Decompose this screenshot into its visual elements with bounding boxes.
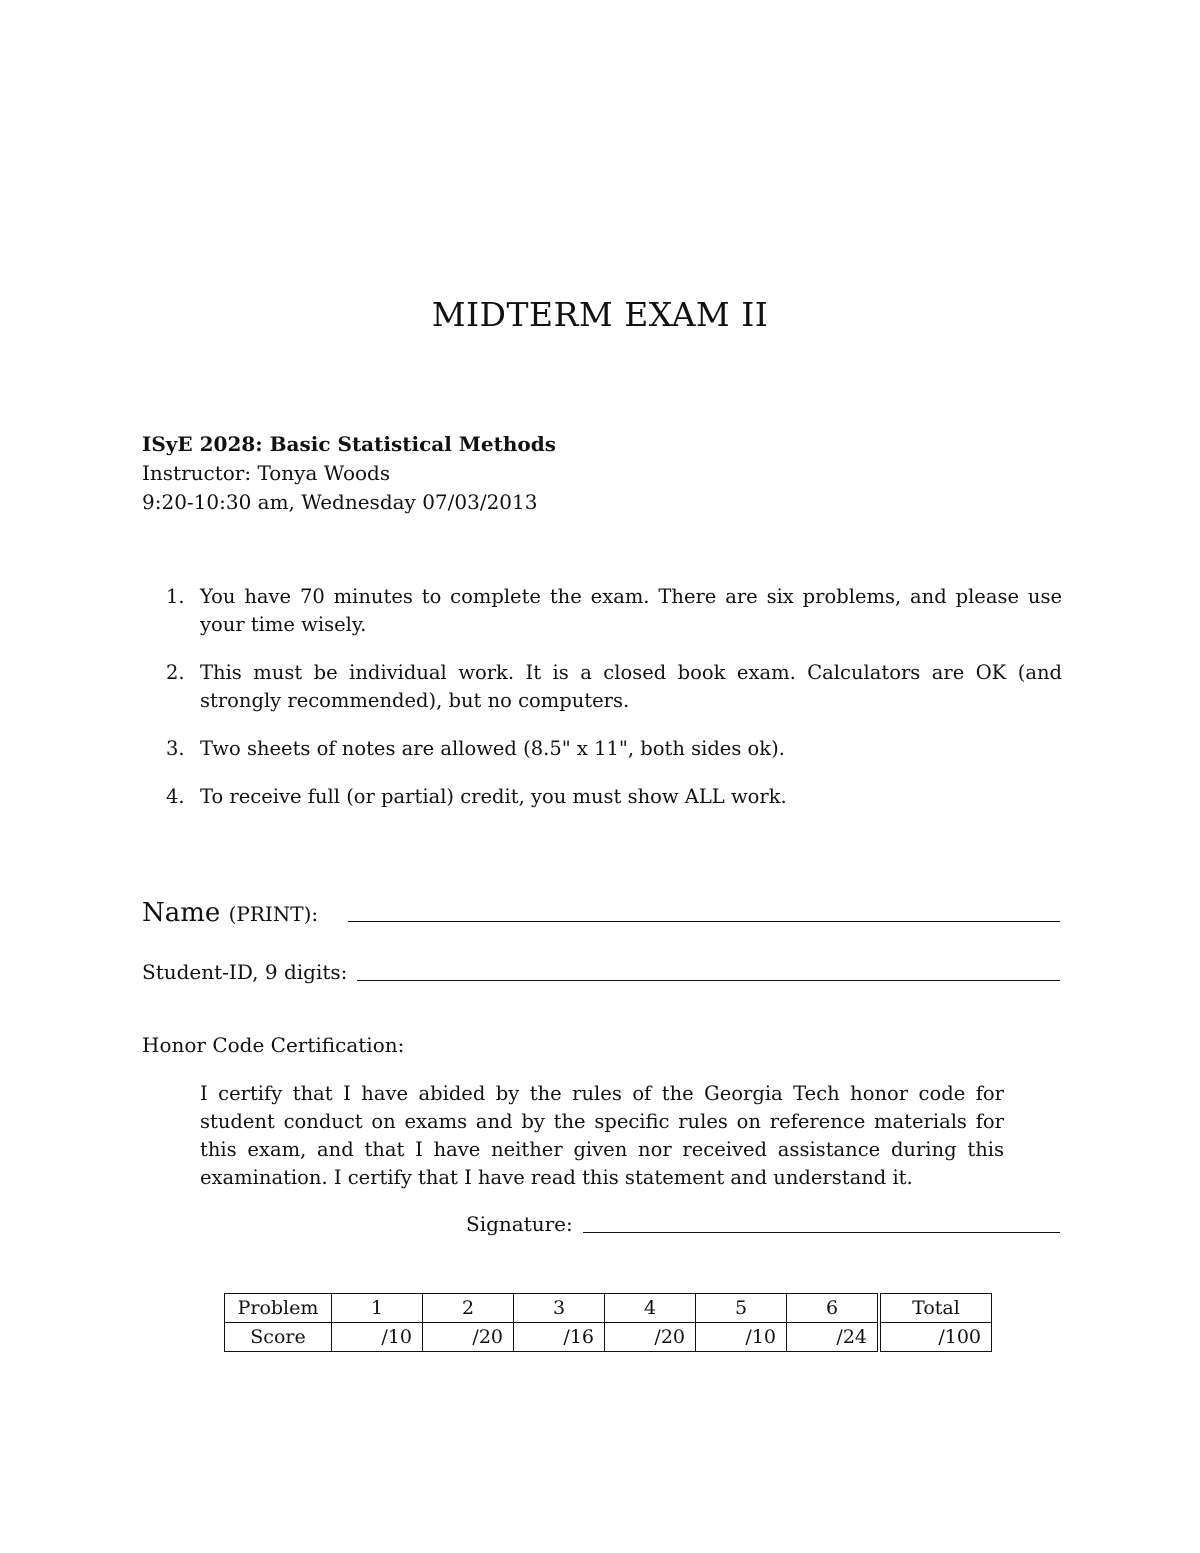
instruction-text: You have 70 minutes to complete the exam. There are six problems, and please use your time wisely. bbox=[200, 585, 1062, 636]
problem-row-label: Problem bbox=[225, 1294, 332, 1323]
student-id-input-line[interactable] bbox=[357, 980, 1060, 981]
course-name: ISyE 2028: Basic Statistical Methods bbox=[142, 432, 556, 456]
course-info bbox=[142, 430, 556, 517]
instruction-text: This must be individual work. It is a closed book exam. Calculators are OK (and strongly recommended), but no computers. bbox=[200, 661, 1062, 712]
total-label: Total bbox=[879, 1294, 992, 1323]
instruction-number: 4. bbox=[166, 785, 185, 808]
student-id-field bbox=[142, 960, 1060, 984]
instruction-item bbox=[142, 583, 1062, 639]
score-cell: /24 bbox=[787, 1323, 880, 1352]
name-label: Name (PRINT): bbox=[142, 898, 319, 928]
name-sub-label: (PRINT): bbox=[228, 902, 319, 926]
name-field bbox=[142, 898, 1060, 928]
problem-number: 4 bbox=[605, 1294, 696, 1323]
score-row-label: Score bbox=[225, 1323, 332, 1352]
problem-number: 1 bbox=[332, 1294, 423, 1323]
instruction-number: 1. bbox=[166, 585, 185, 608]
table-row bbox=[225, 1294, 992, 1323]
name-input-line[interactable] bbox=[348, 921, 1060, 922]
student-id-label: Student-ID, 9 digits: bbox=[142, 960, 348, 984]
signature-field bbox=[466, 1212, 1060, 1236]
score-cell: /10 bbox=[696, 1323, 787, 1352]
problem-number: 2 bbox=[423, 1294, 514, 1323]
instruction-number: 3. bbox=[166, 737, 185, 760]
total-score-cell: /100 bbox=[879, 1323, 992, 1352]
instruction-number: 2. bbox=[166, 661, 185, 684]
score-table bbox=[224, 1293, 992, 1352]
problem-number: 6 bbox=[787, 1294, 880, 1323]
score-cell: /16 bbox=[514, 1323, 605, 1352]
exam-title: MIDTERM EXAM II bbox=[431, 295, 769, 334]
signature-label: Signature: bbox=[466, 1212, 573, 1236]
instruction-text: Two sheets of notes are allowed (8.5" x 11", both sides ok). bbox=[200, 737, 785, 760]
honor-code-heading: Honor Code Certification: bbox=[142, 1033, 405, 1057]
instructions-list bbox=[142, 583, 1062, 831]
honor-code-statement: I certify that I have abided by the rules of the Georgia Tech honor code for student conduct on exams and by the specific rules on reference materials for this exam, and that I have neither given nor received assistance during this examination. I certify that I have read this statement and understand it. bbox=[200, 1082, 1004, 1189]
problem-number: 5 bbox=[696, 1294, 787, 1323]
instruction-item bbox=[142, 735, 1062, 763]
instruction-text: To receive full (or partial) credit, you must show ALL work. bbox=[200, 785, 787, 808]
exam-time: 9:20-10:30 am, Wednesday 07/03/2013 bbox=[142, 490, 538, 514]
score-cell: /20 bbox=[605, 1323, 696, 1352]
signature-input-line[interactable] bbox=[583, 1232, 1060, 1233]
instruction-item bbox=[142, 659, 1062, 715]
table-row bbox=[225, 1323, 992, 1352]
score-cell: /10 bbox=[332, 1323, 423, 1352]
instructor: Instructor: Tonya Woods bbox=[142, 461, 391, 485]
score-cell: /20 bbox=[423, 1323, 514, 1352]
problem-number: 3 bbox=[514, 1294, 605, 1323]
instruction-item bbox=[142, 783, 1062, 811]
